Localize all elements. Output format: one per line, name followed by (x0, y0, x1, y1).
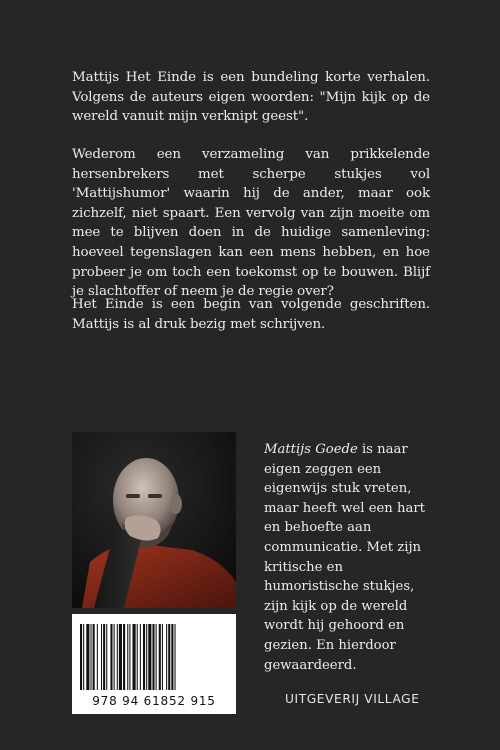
blurb-paragraph-1: Mattijs Het Einde is een bundeling korte verhalen. Volgens de auteurs eigen woorden: "Mijn kijk op de wereld vanuit mijn verknipt geest". (72, 70, 430, 125)
barcode-bar (97, 624, 98, 690)
barcode-bar (123, 624, 125, 690)
barcode-bar (168, 624, 170, 690)
barcode-bar (114, 624, 115, 690)
isbn-barcode (72, 614, 236, 714)
barcode-bar (110, 624, 112, 690)
barcode-bar (86, 624, 89, 690)
author-name: Mattijs Goede (264, 442, 358, 457)
barcode-bar (129, 624, 130, 690)
barcode-bar (143, 624, 145, 690)
barcode-bar (162, 624, 163, 690)
barcode-bar (83, 624, 84, 690)
barcode-bar (156, 624, 157, 690)
publisher-name: UITGEVERIJ VILLAGE (285, 692, 420, 706)
barcode-bar (159, 624, 161, 690)
barcode-bar (93, 624, 95, 690)
barcode-bar (101, 624, 102, 690)
author-bio (264, 440, 434, 675)
barcode-bar (166, 624, 167, 690)
barcode-bar (175, 624, 176, 690)
barcode-bar (103, 624, 105, 690)
barcode-bar (133, 624, 136, 690)
barcode-bar (152, 624, 154, 690)
barcode-bar (119, 624, 122, 690)
isbn-barcode-icon (80, 624, 228, 692)
author-portrait-icon (72, 432, 236, 608)
barcode-bar (148, 624, 151, 690)
blurb-paragraph-3: Het Einde is een begin van volgende geschriften. Mattijs is al druk bezig met schrijven. (72, 297, 430, 332)
barcode-bar (146, 624, 147, 690)
isbn-number: 978 94 61852 915 (92, 694, 216, 708)
barcode-bar (91, 624, 92, 690)
barcode-bar (140, 624, 141, 690)
author-bio-text: is naar eigen zeggen een eigenwijs stuk vreten, maar heeft wel een hart en behoefte aan communicatie. Met zijn kritische en humoristische stukjes, zijn kijk op de wereld wordt hij gehoord en gezien. En hierdoor gewaardeerd. (264, 442, 425, 673)
barcode-bar (127, 624, 128, 690)
blurb-paragraph-2: Wederom een verzameling van prikkelende hersenbrekers met scherpe stukjes vol 'Mattijshumor' waarin hij de ander, maar ook zichzelf, niet spaart. Een vervolg van zijn moeite om mee te blijven doen in de huidige samenleving: hoeveel tegenslagen kan een mens hebben, en hoe probeer je om toch een toekomst op te bouwen. Blijf je slachtoffer of neem je de regie over? (72, 147, 430, 300)
barcode-bar (171, 624, 173, 690)
barcode-bar (137, 624, 138, 690)
barcode-bar (106, 624, 107, 690)
author-photo (72, 432, 236, 608)
barcode-bar (80, 624, 82, 690)
barcode-bar (117, 624, 118, 690)
